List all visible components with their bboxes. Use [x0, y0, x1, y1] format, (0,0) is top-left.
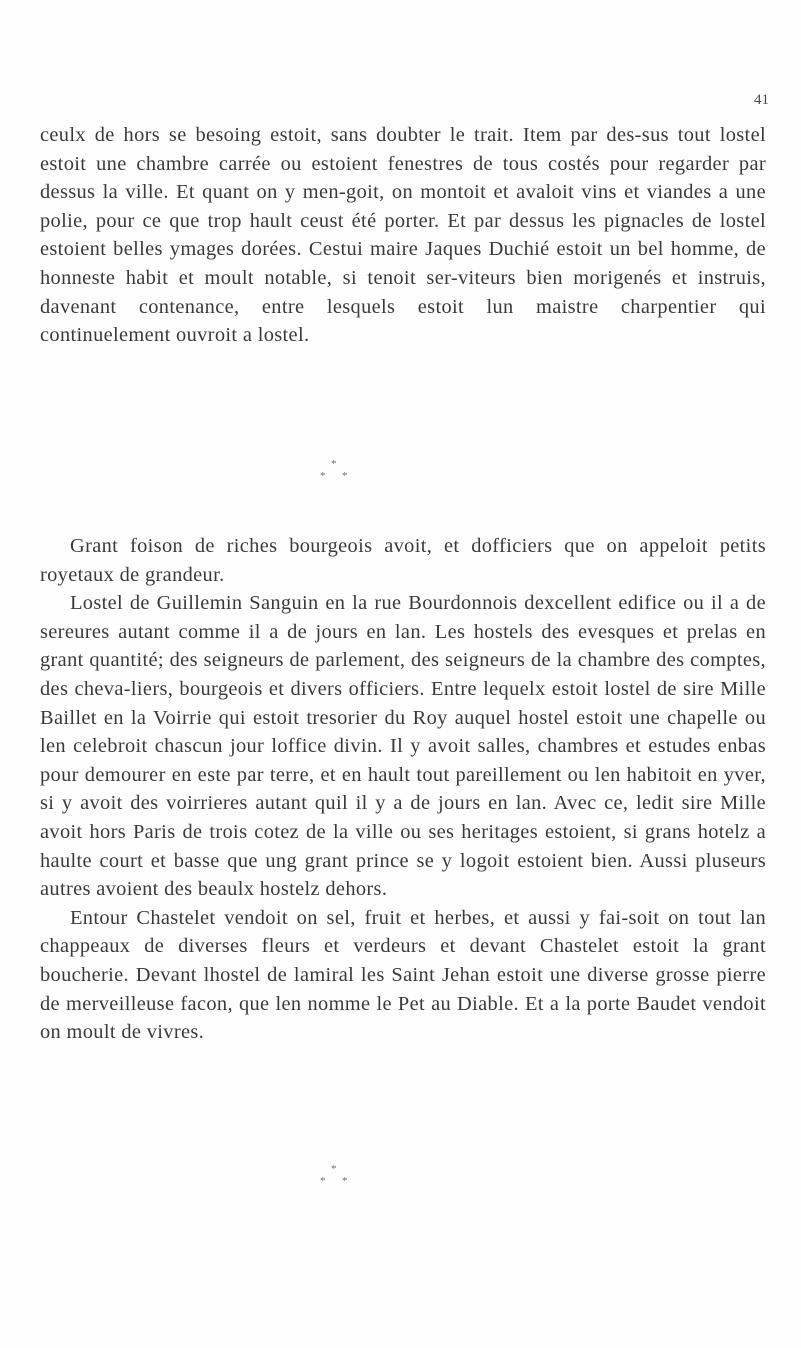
- page-number: 41: [754, 92, 769, 108]
- paragraph: ceulx de hors se besoing estoit, sans doubter le trait. Item par des-sus tout lostel estoit une chambre carrée ou estoient fenestres de tous costés pour regarder par dessus la ville. Et quant on y men-goit, on montoit et avaloit vins et viandes a une polie, pour ce que trop hault ceust été porter. Et par dessus les pignacles de lostel estoient belles ymages dorées. Cestui maire Jaques Duchié estoit un bel homme, de honneste habit et moult notable, si tenoit ser-viteurs bien morigenés et instruis, davenant contenance, entre lesquels estoit lun maistre charpentier qui continuelement ouvroit a lostel.: [40, 124, 766, 347]
- asterisk-glyph: *: [342, 470, 348, 482]
- asterisk-glyph: *: [331, 1163, 337, 1175]
- asterism-separator: [320, 459, 354, 493]
- paragraph: Entour Chastelet vendoit on sel, fruit et herbes, et aussi y fai-soit on tout lan chappeaux de diverses fleurs et verdeurs et devant Chastelet estoit la grant boucherie. Devant lhostel de lamiral les Saint Jehan estoit une diverse grosse pierre de merveilleuse facon, que len nomme le Pet au Diable. Et a la porte Baudet vendoit on moult de vivres.: [40, 906, 766, 1044]
- asterism-separator: [320, 1164, 354, 1198]
- text-section-2: [40, 532, 766, 1047]
- paragraph: Grant foison de riches bourgeois avoit, et dofficiers que on appeloit petits royetaux de grandeur.: [40, 535, 766, 586]
- asterisk-glyph: *: [342, 1175, 348, 1187]
- asterisk-glyph: *: [320, 470, 326, 482]
- paragraph: Lostel de Guillemin Sanguin en la rue Bourdonnois dexcellent edifice ou il a de sereures autant comme il a de jours en lan. Les hostels des evesques et prelas en grant quantité; des seigneurs de parlement, des seigneurs de la chambre des comptes, des cheva-liers, bourgeois et divers officiers. Entre lequelx estoit lostel de sire Mille Baillet en la Voirrie qui estoit tresorier du Roy auquel hostel estoit une chapelle ou len celebroit chascun jour loffice divin. Il y avoit salles, chambres et estudes enbas pour demourer en este par terre, et en hault tout pareillement ou len habitoit en yver, si y avoit des voirrieres autant quil il y a de jours en lan. Avec ce, ledit sire Mille avoit hors Paris de trois cotez de la ville ou ses heritages estoient, si grans hotelz a haulte court et basse que ung grant prince se y logoit estoient bien. Aussi pluseurs autres avoient des beaulx hostelz dehors.: [40, 592, 766, 901]
- text-section-1: [40, 121, 766, 350]
- asterisk-glyph: *: [320, 1175, 326, 1187]
- asterisk-glyph: *: [331, 458, 337, 470]
